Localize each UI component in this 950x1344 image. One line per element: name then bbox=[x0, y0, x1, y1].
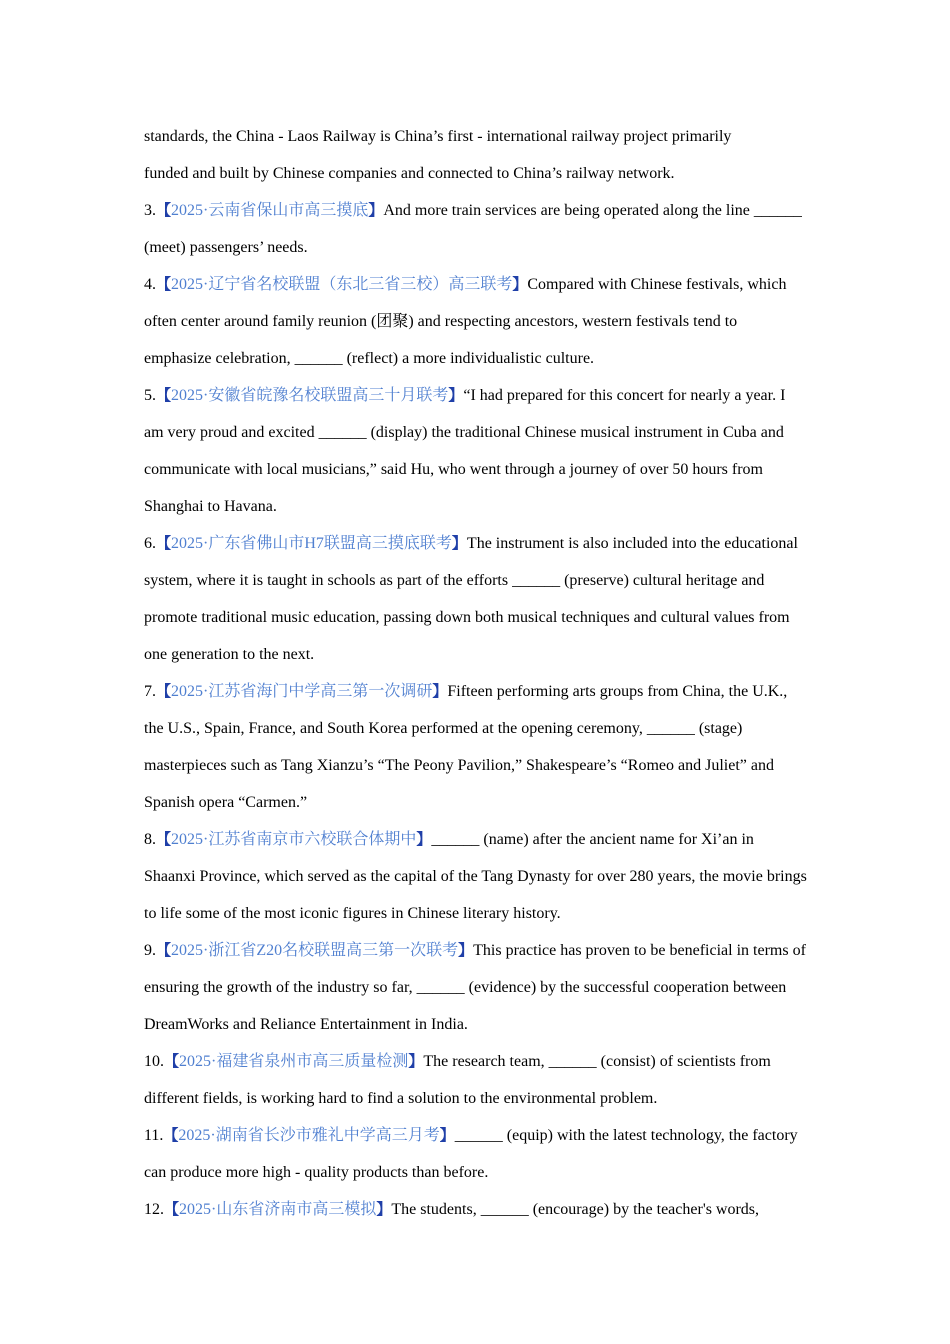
source-close-bracket: 】 bbox=[451, 534, 467, 552]
question-number: 4. bbox=[144, 276, 156, 293]
source-open-bracket: 【 bbox=[156, 275, 172, 293]
question-source: 2025·山东省济南市高三模拟 bbox=[179, 1201, 377, 1218]
source-open-bracket: 【 bbox=[156, 941, 172, 959]
source-open-bracket: 【 bbox=[156, 534, 172, 552]
question-item bbox=[144, 377, 808, 525]
question-source: 2025·湖南省长沙市雅礼中学高三月考 bbox=[178, 1127, 440, 1144]
question-number: 3. bbox=[144, 202, 156, 219]
question-item bbox=[144, 1117, 808, 1191]
question-text: “I had prepared for this concert for nearly a year. I am very proud and excited ______ (display) the traditional Chinese musical instrument in Cuba and communicate with local musicians,” said Hu, who went through a journey of over 50 hours from Shanghai to Havana. bbox=[144, 387, 786, 515]
question-source: 2025·江苏省海门中学高三第一次调研 bbox=[171, 683, 433, 700]
question-text: ______ (equip) with the latest technology, the factory can produce more high - quality products than before. bbox=[144, 1127, 798, 1181]
source-close-bracket: 】 bbox=[458, 941, 474, 959]
source-close-bracket: 】 bbox=[416, 830, 432, 848]
question-number: 7. bbox=[144, 683, 156, 700]
question-text: This practice has proven to be beneficial in terms of ensuring the growth of the industry so far, ______ (evidence) by the successful cooperation between DreamWorks and Reliance Entertainment in India. bbox=[144, 942, 806, 1033]
question-text: And more train services are being operated along the line ______ (meet) passengers’ needs. bbox=[144, 202, 802, 256]
question-number: 5. bbox=[144, 387, 156, 404]
source-close-bracket: 】 bbox=[448, 386, 464, 404]
intro-line-1: standards, the China - Laos Railway is China’s first - international railway project primarily bbox=[144, 128, 732, 145]
intro-paragraph bbox=[144, 118, 808, 192]
question-source: 2025·辽宁省名校联盟（东北三省三校）高三联考 bbox=[171, 276, 513, 293]
question-text: The research team, ______ (consist) of scientists from different fields, is working hard to find a solution to the environmental problem. bbox=[144, 1053, 771, 1107]
source-open-bracket: 【 bbox=[163, 1126, 179, 1144]
source-close-bracket: 】 bbox=[376, 1200, 392, 1218]
question-source: 2025·安徽省皖豫名校联盟高三十月联考 bbox=[171, 387, 449, 404]
question-source: 2025·云南省保山市高三摸底 bbox=[171, 202, 369, 219]
question-item bbox=[144, 525, 808, 673]
source-close-bracket: 】 bbox=[512, 275, 528, 293]
question-source: 2025·广东省佛山市H7联盟高三摸底联考 bbox=[171, 535, 452, 552]
question-item bbox=[144, 821, 808, 932]
question-number: 8. bbox=[144, 831, 156, 848]
question-text: Compared with Chinese festivals, which often center around family reunion (团聚) and respecting ancestors, western festivals tend to emphasize celebration, ______ (reflect) a more individualistic culture. bbox=[144, 276, 787, 367]
source-close-bracket: 】 bbox=[439, 1126, 455, 1144]
question-text: ______ (name) after the ancient name for Xi’an in Shaanxi Province, which served as the capital of the Tang Dynasty for over 280 years, the movie brings to life some of the most iconic figures in Chinese literary history. bbox=[144, 831, 807, 922]
question-number: 12. bbox=[144, 1201, 164, 1218]
question-number: 11. bbox=[144, 1127, 164, 1144]
source-close-bracket: 】 bbox=[432, 682, 448, 700]
question-item bbox=[144, 266, 808, 377]
source-close-bracket: 】 bbox=[368, 201, 384, 219]
question-source: 2025·福建省泉州市高三质量检测 bbox=[179, 1053, 409, 1070]
source-open-bracket: 【 bbox=[156, 682, 172, 700]
document-body bbox=[144, 118, 808, 1228]
source-open-bracket: 【 bbox=[156, 201, 172, 219]
question-item bbox=[144, 192, 808, 266]
source-open-bracket: 【 bbox=[156, 830, 172, 848]
source-open-bracket: 【 bbox=[164, 1052, 180, 1070]
question-item bbox=[144, 1191, 808, 1228]
source-open-bracket: 【 bbox=[164, 1200, 180, 1218]
question-text: The instrument is also included into the educational system, where it is taught in schools as part of the efforts ______ (preserve) cultural heritage and promote traditional music education, passing down both musical techniques and cultural values from one generation to the next. bbox=[144, 535, 798, 663]
question-number: 9. bbox=[144, 942, 156, 959]
question-item bbox=[144, 932, 808, 1043]
question-source: 2025·浙江省Z20名校联盟高三第一次联考 bbox=[171, 942, 459, 959]
source-close-bracket: 】 bbox=[408, 1052, 424, 1070]
question-source: 2025·江苏省南京市六校联合体期中 bbox=[171, 831, 417, 848]
question-text: The students, ______ (encourage) by the teacher's words, bbox=[391, 1201, 760, 1218]
question-item bbox=[144, 1043, 808, 1117]
intro-line-2: funded and built by Chinese companies and connected to China’s railway network. bbox=[144, 165, 675, 182]
question-number: 10. bbox=[144, 1053, 164, 1070]
source-open-bracket: 【 bbox=[156, 386, 172, 404]
question-number: 6. bbox=[144, 535, 156, 552]
question-text: Fifteen performing arts groups from China, the U.K., the U.S., Spain, France, and South Korea performed at the opening ceremony, ______ (stage) masterpieces such as Tang Xianzu’s “The Peony Pavilion,” Shakespeare’s “Romeo and Juliet” and Spanish opera “Carmen.” bbox=[144, 683, 788, 811]
question-item bbox=[144, 673, 808, 821]
